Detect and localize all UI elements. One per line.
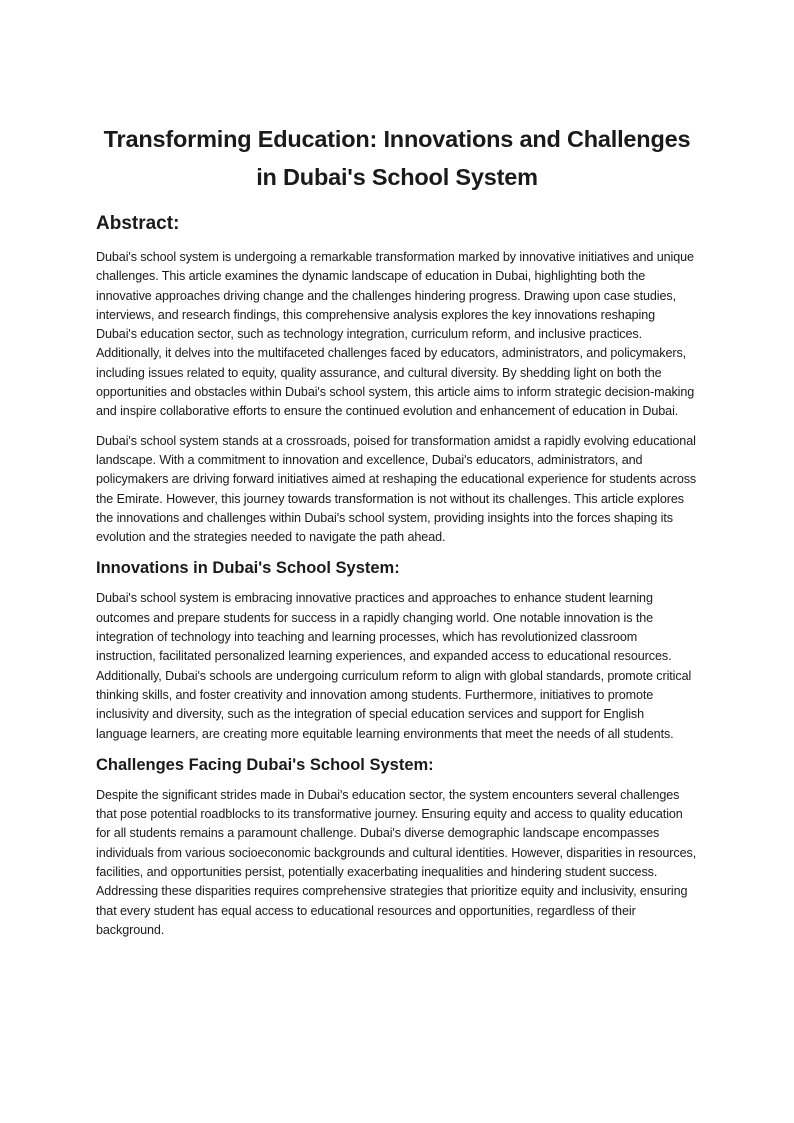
innovations-paragraph: Dubai's school system is embracing innovative practices and approaches to enhance student learning outcomes and prepare students for success in a rapidly changing world. One notable innovation is the integration of technology into teaching and learning processes, which has revolutionized classroom instruction, facilitated personalized learning experiences, and expanded access to educational resources. Additionally, Dubai's schools are undergoing curriculum reform to align with global standards, promote critical thinking skills, and foster creativity and innovation among students. Furthermore, initiatives to promote inclusivity and diversity, such as the integration of special education services and support for English language learners, are creating more equitable learning environments that meet the needs of all students.: [96, 591, 692, 741]
abstract-heading: Abstract:: [96, 213, 180, 234]
challenges-heading: Challenges Facing Dubai's School System:: [96, 755, 434, 774]
title-line-2: in Dubai's School System: [256, 164, 538, 190]
innovations-heading: Innovations in Dubai's School System:: [96, 559, 400, 578]
intro-paragraph: Dubai's school system stands at a crossroads, poised for transformation amidst a rapidly evolving educational landscape. With a commitment to innovation and excellence, Dubai's educators, administrators, and policymakers are driving forward initiatives aimed at reshaping the educational experience for students across the Emirate. However, this journey towards transformation is not without its challenges. This article explores the innovations and challenges within Dubai's school system, providing insights into the forces shaping its evolution and the strategies needed to navigate the path ahead.: [96, 433, 697, 545]
title-line-1: Transforming Education: Innovations and Challenges: [103, 126, 691, 152]
abstract-paragraph: Dubai's school system is undergoing a remarkable transformation marked by innovative initiatives and unique challenges. This article examines the dynamic landscape of education in Dubai, highlighting both the innovative approaches driving change and the challenges hindering progress. Drawing upon case studies, interviews, and research findings, this comprehensive analysis explores the key innovations reshaping Dubai's education sector, such as technology integration, curriculum reform, and inclusive practices. Additionally, it delves into the multifaceted challenges faced by educators, administrators, and policymakers, including issues related to equity, quality assurance, and cultural diversity. By shedding light on both the opportunities and obstacles within Dubai's school system, this article aims to inform strategic decision-making and inspire collaborative efforts to ensure the continued evolution and enhancement of education in Dubai.: [96, 250, 695, 419]
challenges-paragraph: Despite the significant strides made in Dubai's education sector, the system encounters several challenges that pose potential roadblocks to its transformative journey. Ensuring equity and access to quality education for all students remains a paramount challenge. Dubai's diverse demographic landscape encompasses individuals from various socioeconomic backgrounds and cultural identities. However, disparities in resources, facilities, and opportunities persist, potentially exacerbating inequalities and hindering student success. Addressing these disparities requires comprehensive strategies that prioritize equity and inclusivity, ensuring that every student has equal access to educational resources and opportunities, regardless of their background.: [96, 787, 697, 937]
document-title: [96, 120, 698, 196]
